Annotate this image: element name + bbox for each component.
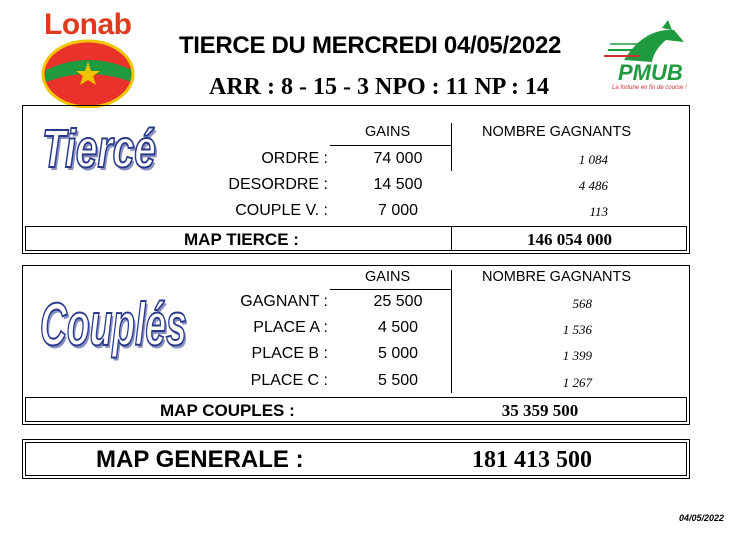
tierce-row-winners: 4 486 <box>578 178 608 193</box>
tierce-map-label: MAP TIERCE : <box>184 230 299 249</box>
couples-row-gain: 5 000 <box>377 345 419 362</box>
arrival-line: ARR : 8 - 15 - 3 NPO : 11 NP : 14 <box>209 74 549 100</box>
couples-row-gain: 25 500 <box>373 293 423 310</box>
tierce-row-label: ORDRE : <box>261 150 328 167</box>
couples-section-label: Couplés <box>40 291 187 358</box>
couples-winners-header: NOMBRE GAGNANTS <box>482 269 632 285</box>
tierce-row-gain: 7 000 <box>377 202 419 219</box>
couples-row-gain: 4 500 <box>377 319 419 336</box>
tierce-section-label: Tiercé <box>42 119 156 179</box>
tierce-row-label: COUPLE V. : <box>235 202 328 219</box>
couples-header-rule <box>330 289 452 290</box>
lonab-logo-text: Lonab <box>44 8 132 41</box>
couples-map-label: MAP COUPLES : <box>160 401 295 420</box>
couples-row-label: PLACE C : <box>250 372 328 389</box>
couples-row-gain: 5 500 <box>377 372 419 389</box>
tierce-gains-header: GAINS <box>365 124 411 140</box>
pmub-slogan: La fortune en fin de course ! <box>612 85 687 91</box>
couples-gains-header: GAINS <box>365 269 411 285</box>
couples-row-winners: 1 267 <box>562 375 592 390</box>
couples-row-winners: 1 399 <box>562 348 592 363</box>
tierce-header-rule <box>330 145 452 146</box>
tierce-row-label: DESORDRE : <box>228 176 328 193</box>
pmub-logo-text: PMUB <box>618 60 683 85</box>
footer-date: 04/05/2022 <box>678 513 724 523</box>
general-map-value: 181 413 500 <box>472 447 592 473</box>
general-map-label: MAP GENERALE : <box>96 446 304 473</box>
couples-row-label: PLACE B : <box>251 345 328 362</box>
couples-map-value: 35 359 500 <box>501 401 579 420</box>
tierce-row-gain: 14 500 <box>373 176 423 193</box>
couples-row-label: PLACE A : <box>253 319 328 336</box>
couples-row-label: GAGNANT : <box>240 293 328 310</box>
couples-row-winners: 1 536 <box>562 322 592 337</box>
tierce-winners-header: NOMBRE GAGNANTS <box>482 124 632 140</box>
tierce-row-winners: 1 084 <box>578 152 608 167</box>
tierce-row-winners: 113 <box>589 204 608 219</box>
couples-row-winners: 568 <box>572 296 592 311</box>
tierce-map-value: 146 054 000 <box>527 230 612 249</box>
tierce-row-gain: 74 000 <box>373 150 423 167</box>
page-title: TIERCE DU MERCREDI 04/05/2022 <box>178 32 562 59</box>
